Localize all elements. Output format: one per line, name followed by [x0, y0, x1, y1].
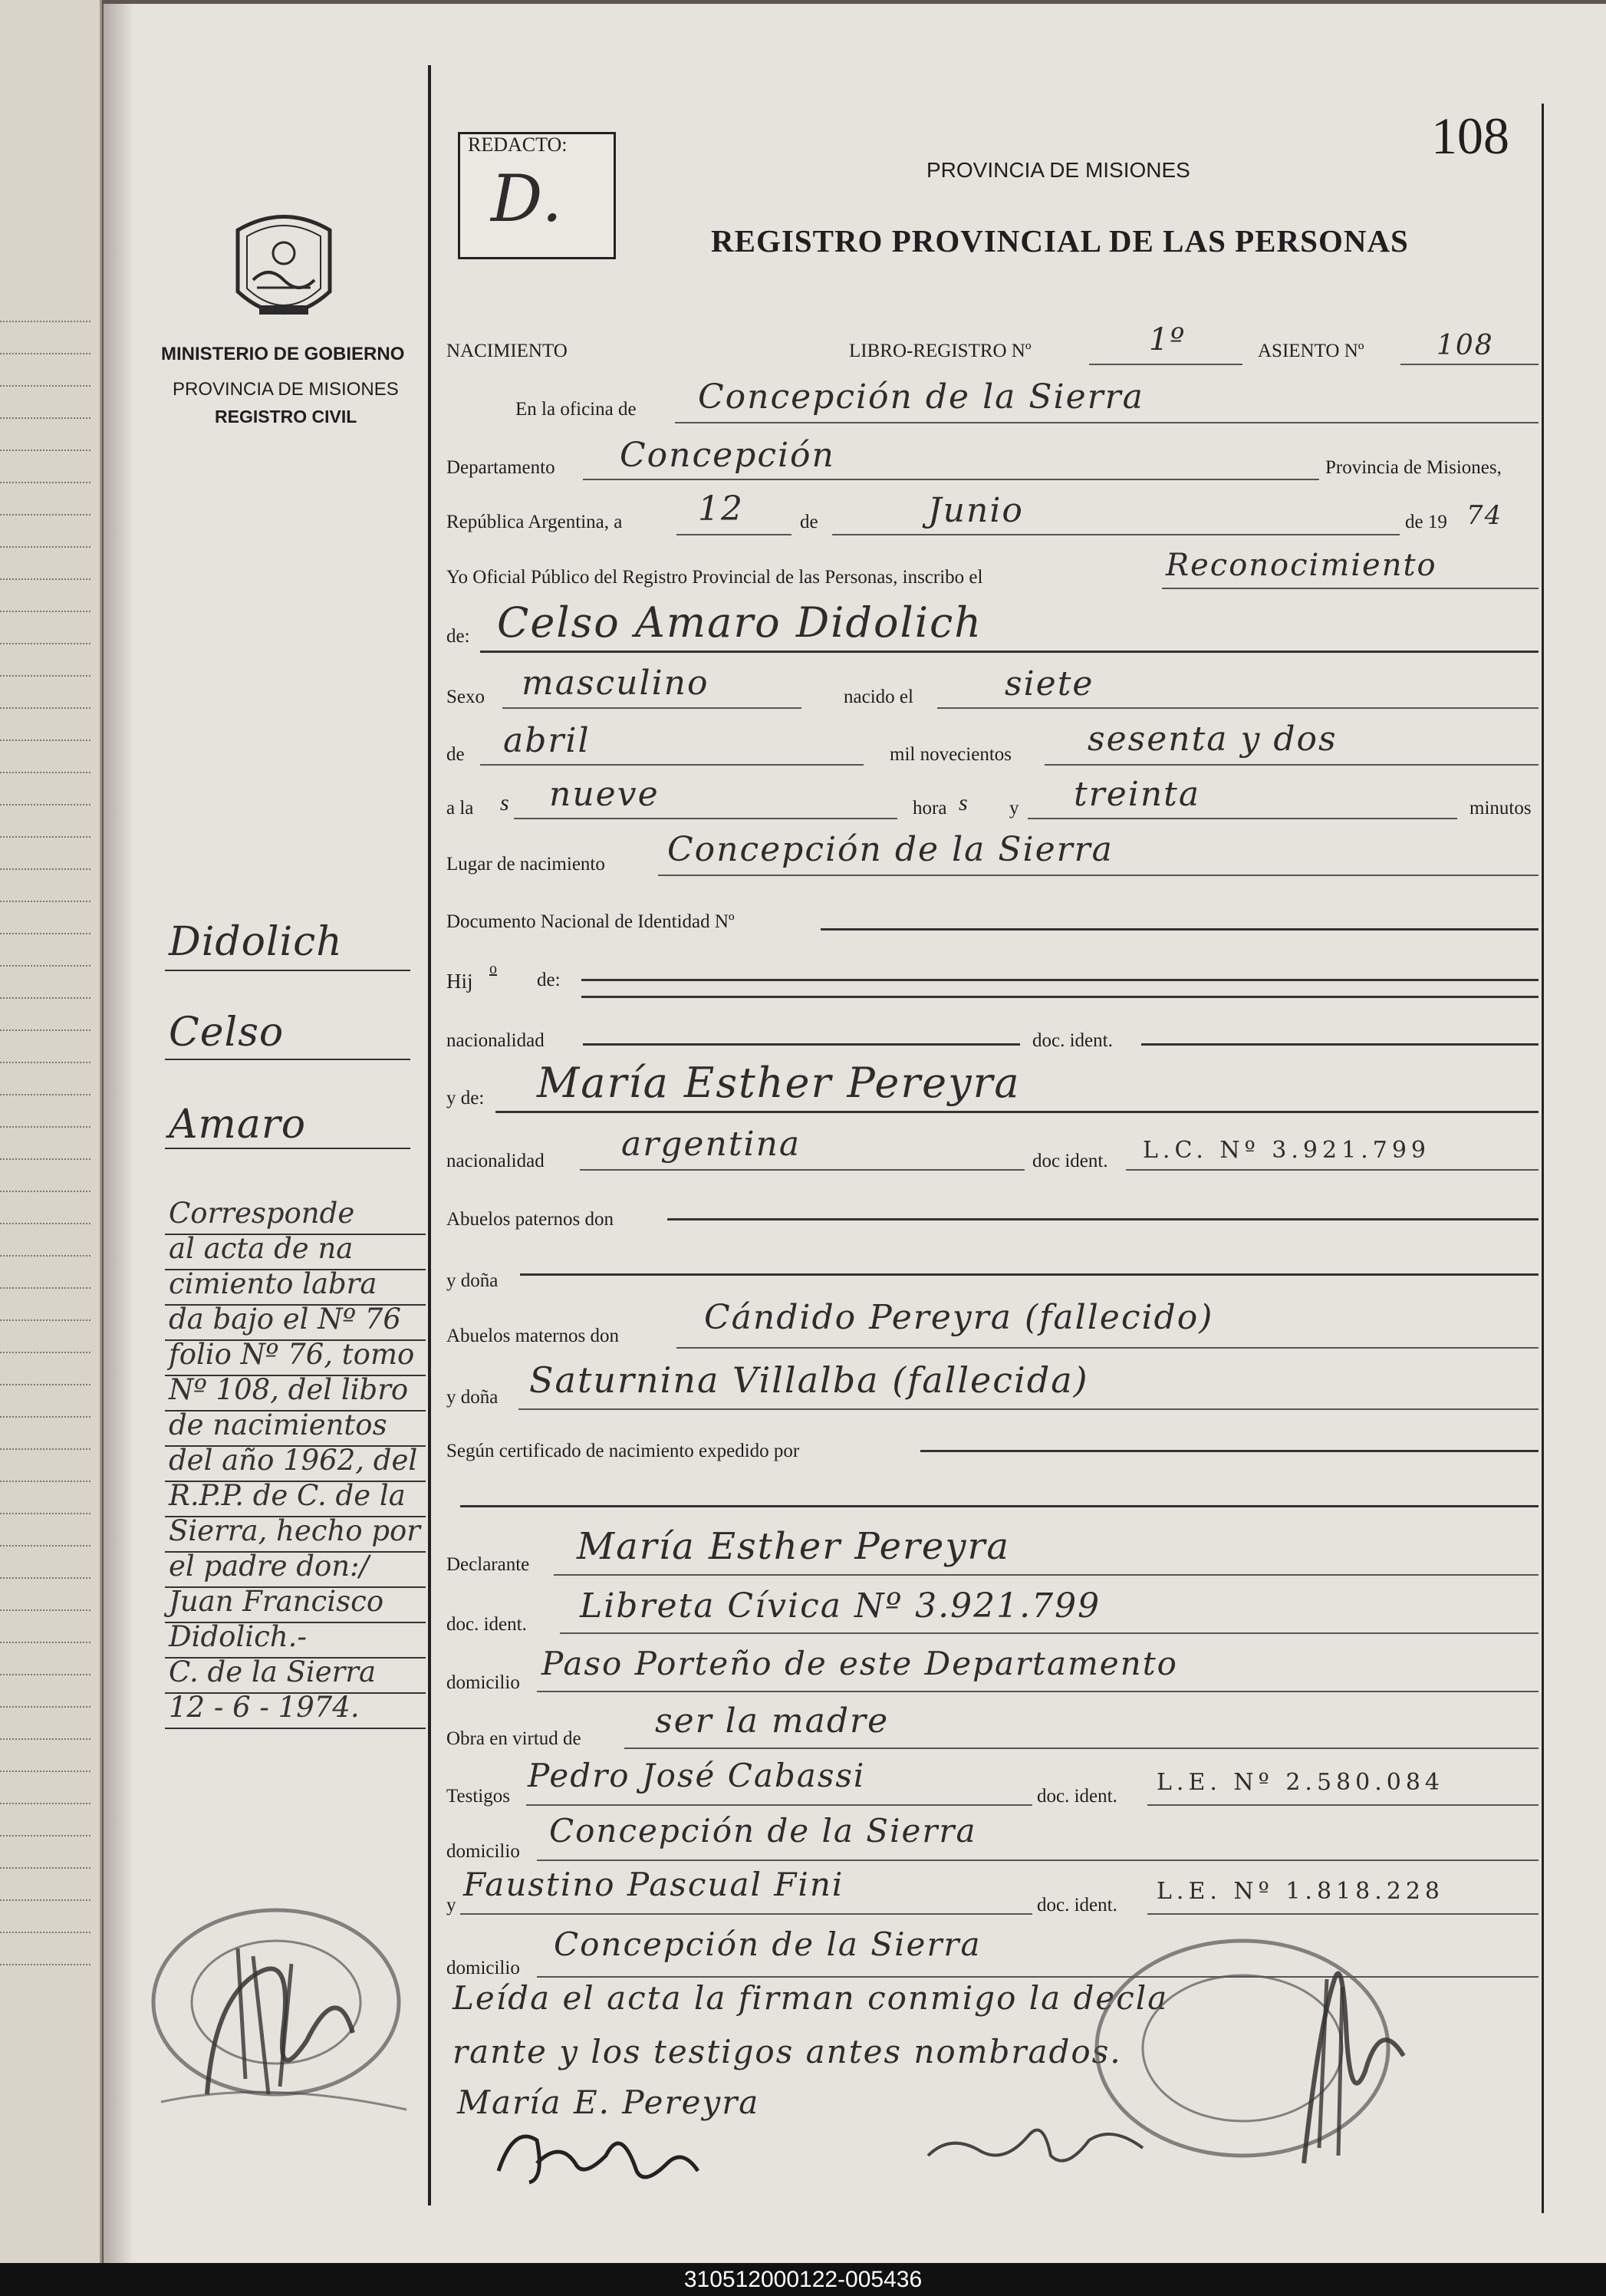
asiento-value: 108: [1437, 330, 1494, 361]
mes-nac-value: abril: [503, 721, 591, 760]
nombre-value: Celso Amaro Didolich: [497, 598, 983, 647]
stub-nombre2: Amaro: [169, 1102, 307, 1148]
header-province: PROVINCIA DE MISIONES: [926, 158, 1190, 182]
libro-value: 1º: [1149, 322, 1186, 357]
stub-note-line: Corresponde: [169, 1197, 355, 1230]
domicilio1-label: domicilio: [446, 1672, 520, 1693]
obra-label: Obra en virtud de: [446, 1728, 581, 1749]
domicilio3-value: Concepción de la Sierra: [554, 1925, 982, 1963]
doc-ident4-value: L.E. Nº 2.580.084: [1157, 1769, 1445, 1796]
stub-note-line: del año 1962, del: [169, 1444, 418, 1477]
oficial-label: Yo Oficial Público del Registro Provincial de las Personas, inscribo el: [446, 567, 983, 588]
column-divider: [428, 65, 431, 2205]
leida-line1: Leída el acta la firman conmigo la decla: [453, 1979, 1169, 2017]
oficina-label: En la oficina de: [515, 399, 637, 420]
y-dona1-label: y doña: [446, 1270, 499, 1291]
domicilio2-value: Concepción de la Sierra: [549, 1812, 977, 1850]
left-page-edge: [0, 0, 102, 2263]
asiento-label: ASIENTO Nº: [1258, 341, 1364, 361]
de-label: de: [800, 512, 818, 532]
obra-value: ser la madre: [655, 1701, 890, 1741]
stub-note-line: Nº 108, del libro: [169, 1373, 409, 1406]
minutos-label: minutos: [1469, 798, 1532, 819]
stub-note-line: da bajo el Nº 76: [169, 1303, 401, 1336]
stub-note-line: al acta de na: [169, 1232, 354, 1265]
domicilio2-label: domicilio: [446, 1841, 520, 1862]
doc-ident2-value: L.C. Nº 3.921.799: [1143, 1137, 1430, 1164]
de3-label: de: [446, 744, 465, 765]
header-registry: REGISTRO PROVINCIAL DE LAS PERSONAS: [711, 223, 1409, 259]
horas-suffix: s: [959, 790, 968, 815]
ala-suffix: s: [500, 790, 509, 815]
right-border: [1542, 104, 1544, 2213]
stub-note-line: R.P.P. de C. de la: [169, 1479, 406, 1512]
scan-id: 310512000122-005436: [0, 2263, 1606, 2296]
doc-ident2-label: doc ident.: [1032, 1151, 1108, 1171]
oficina-value: Concepción de la Sierra: [698, 377, 1144, 417]
hijo-label: Hij: [446, 970, 473, 993]
stub-note-line: 12 - 6 - 1974.: [169, 1691, 360, 1724]
abuelos-mat-label: Abuelos maternos don: [446, 1326, 619, 1346]
nacionalidad2-value: argentina: [621, 1125, 801, 1164]
dia-value: 12: [698, 489, 744, 529]
ministry-province: PROVINCIA DE MISIONES: [173, 379, 399, 400]
stub-note-line: de nacimientos: [169, 1408, 387, 1441]
ministry-seal-icon: [222, 207, 345, 330]
domicilio1-value: Paso Porteño de este Departamento: [541, 1645, 1178, 1682]
departamento-value: Concepción: [620, 436, 835, 475]
testigos-label: Testigos: [446, 1786, 510, 1807]
sexo-label: Sexo: [446, 687, 485, 707]
lugar-value: Concepción de la Sierra: [667, 830, 1114, 869]
redacto-label: REDACTO:: [468, 133, 568, 156]
de2-label: de:: [446, 626, 470, 647]
nacido-value: siete: [1005, 664, 1094, 703]
abuela-mat-value: Saturnina Villalba (fallecida): [529, 1359, 1089, 1401]
signature-pedro: [491, 2110, 721, 2202]
stub-nombre1: Celso: [169, 1010, 285, 1056]
mil-label: mil novecientos: [890, 744, 1012, 765]
y-de-label: y de:: [446, 1088, 485, 1108]
ministry-title: MINISTERIO DE GOBIERNO: [161, 344, 405, 364]
sexo-value: masculino: [522, 664, 709, 703]
documento-label: Documento Nacional de Identidad Nº: [446, 911, 735, 932]
ala-label: a la: [446, 798, 474, 819]
stub-note-line: Didolich.-: [169, 1620, 307, 1653]
left-official-stamp: [115, 1902, 422, 2133]
doc-ident3-value: Libreta Cívica Nº 3.921.799: [580, 1586, 1101, 1626]
stub-note-line: Juan Francisco: [169, 1585, 384, 1618]
stub-apellido: Didolich: [169, 919, 343, 965]
anio-label: de 19: [1405, 512, 1447, 532]
doc-ident5-value: L.E. Nº 1.818.228: [1157, 1878, 1445, 1905]
y2-label: y: [446, 1895, 456, 1916]
page-number: 108: [1431, 107, 1509, 165]
firma-declarante: María E. Pereyra: [457, 2084, 760, 2121]
hora-value: nueve: [549, 775, 660, 814]
redacto-initial: D.: [491, 161, 564, 236]
testigo1-value: Pedro José Cabassi: [528, 1757, 866, 1794]
doc-ident3-label: doc. ident.: [446, 1614, 527, 1635]
mes-value: Junio: [928, 491, 1024, 530]
y-label: y: [1009, 798, 1019, 819]
republica-label: República Argentina, a: [446, 512, 623, 532]
testigo2-value: Faustino Pascual Fini: [463, 1866, 844, 1903]
abuelos-pat-label: Abuelos paternos don: [446, 1209, 614, 1230]
anio-value: 74: [1466, 500, 1503, 531]
y-dona2-label: y doña: [446, 1387, 499, 1408]
declarante-label: Declarante: [446, 1554, 530, 1575]
ministry-registry: REGISTRO CIVIL: [215, 407, 357, 427]
horas-label: hora: [913, 798, 947, 819]
doc-ident1-label: doc. ident.: [1032, 1030, 1113, 1051]
stub-note-line: folio Nº 76, tomo: [169, 1338, 415, 1371]
domicilio3-label: domicilio: [446, 1958, 520, 1978]
nacionalidad2-label: nacionalidad: [446, 1151, 545, 1171]
leida-line2: rante y los testigos antes nombrados.: [453, 2033, 1122, 2070]
hijo-suffix: o: [489, 960, 497, 977]
doc-ident5-label: doc. ident.: [1037, 1895, 1117, 1916]
provincia-suffix: Provincia de Misiones,: [1325, 457, 1502, 478]
nacionalidad1-label: nacionalidad: [446, 1030, 545, 1051]
abuelo-mat-value: Cándido Pereyra (fallecido): [704, 1298, 1214, 1337]
acto-value: Reconocimiento: [1166, 548, 1437, 583]
minutos-value: treinta: [1074, 775, 1201, 814]
declarante-value: María Esther Pereyra: [577, 1525, 1010, 1568]
madre-value: María Esther Pereyra: [537, 1059, 1021, 1107]
stub-note-line: Sierra, hecho por: [169, 1514, 420, 1547]
segun-label: Según certificado de nacimiento expedido por: [446, 1441, 800, 1461]
libro-label: LIBRO-REGISTRO Nº: [849, 341, 1032, 361]
hijo-de-label: de:: [537, 970, 561, 990]
departamento-label: Departamento: [446, 457, 555, 478]
form-title: NACIMIENTO: [446, 341, 568, 361]
stub-note-line: el padre don:/: [169, 1550, 369, 1583]
lugar-label: Lugar de nacimiento: [446, 854, 605, 875]
nacido-label: nacido el: [844, 687, 913, 707]
stub-note-line: cimiento labra: [169, 1267, 377, 1300]
signature-fini: [920, 2102, 1150, 2179]
stub-note-line: C. de la Sierra: [169, 1655, 377, 1688]
doc-ident4-label: doc. ident.: [1037, 1786, 1117, 1807]
anio-nac-value: sesenta y dos: [1088, 720, 1338, 759]
